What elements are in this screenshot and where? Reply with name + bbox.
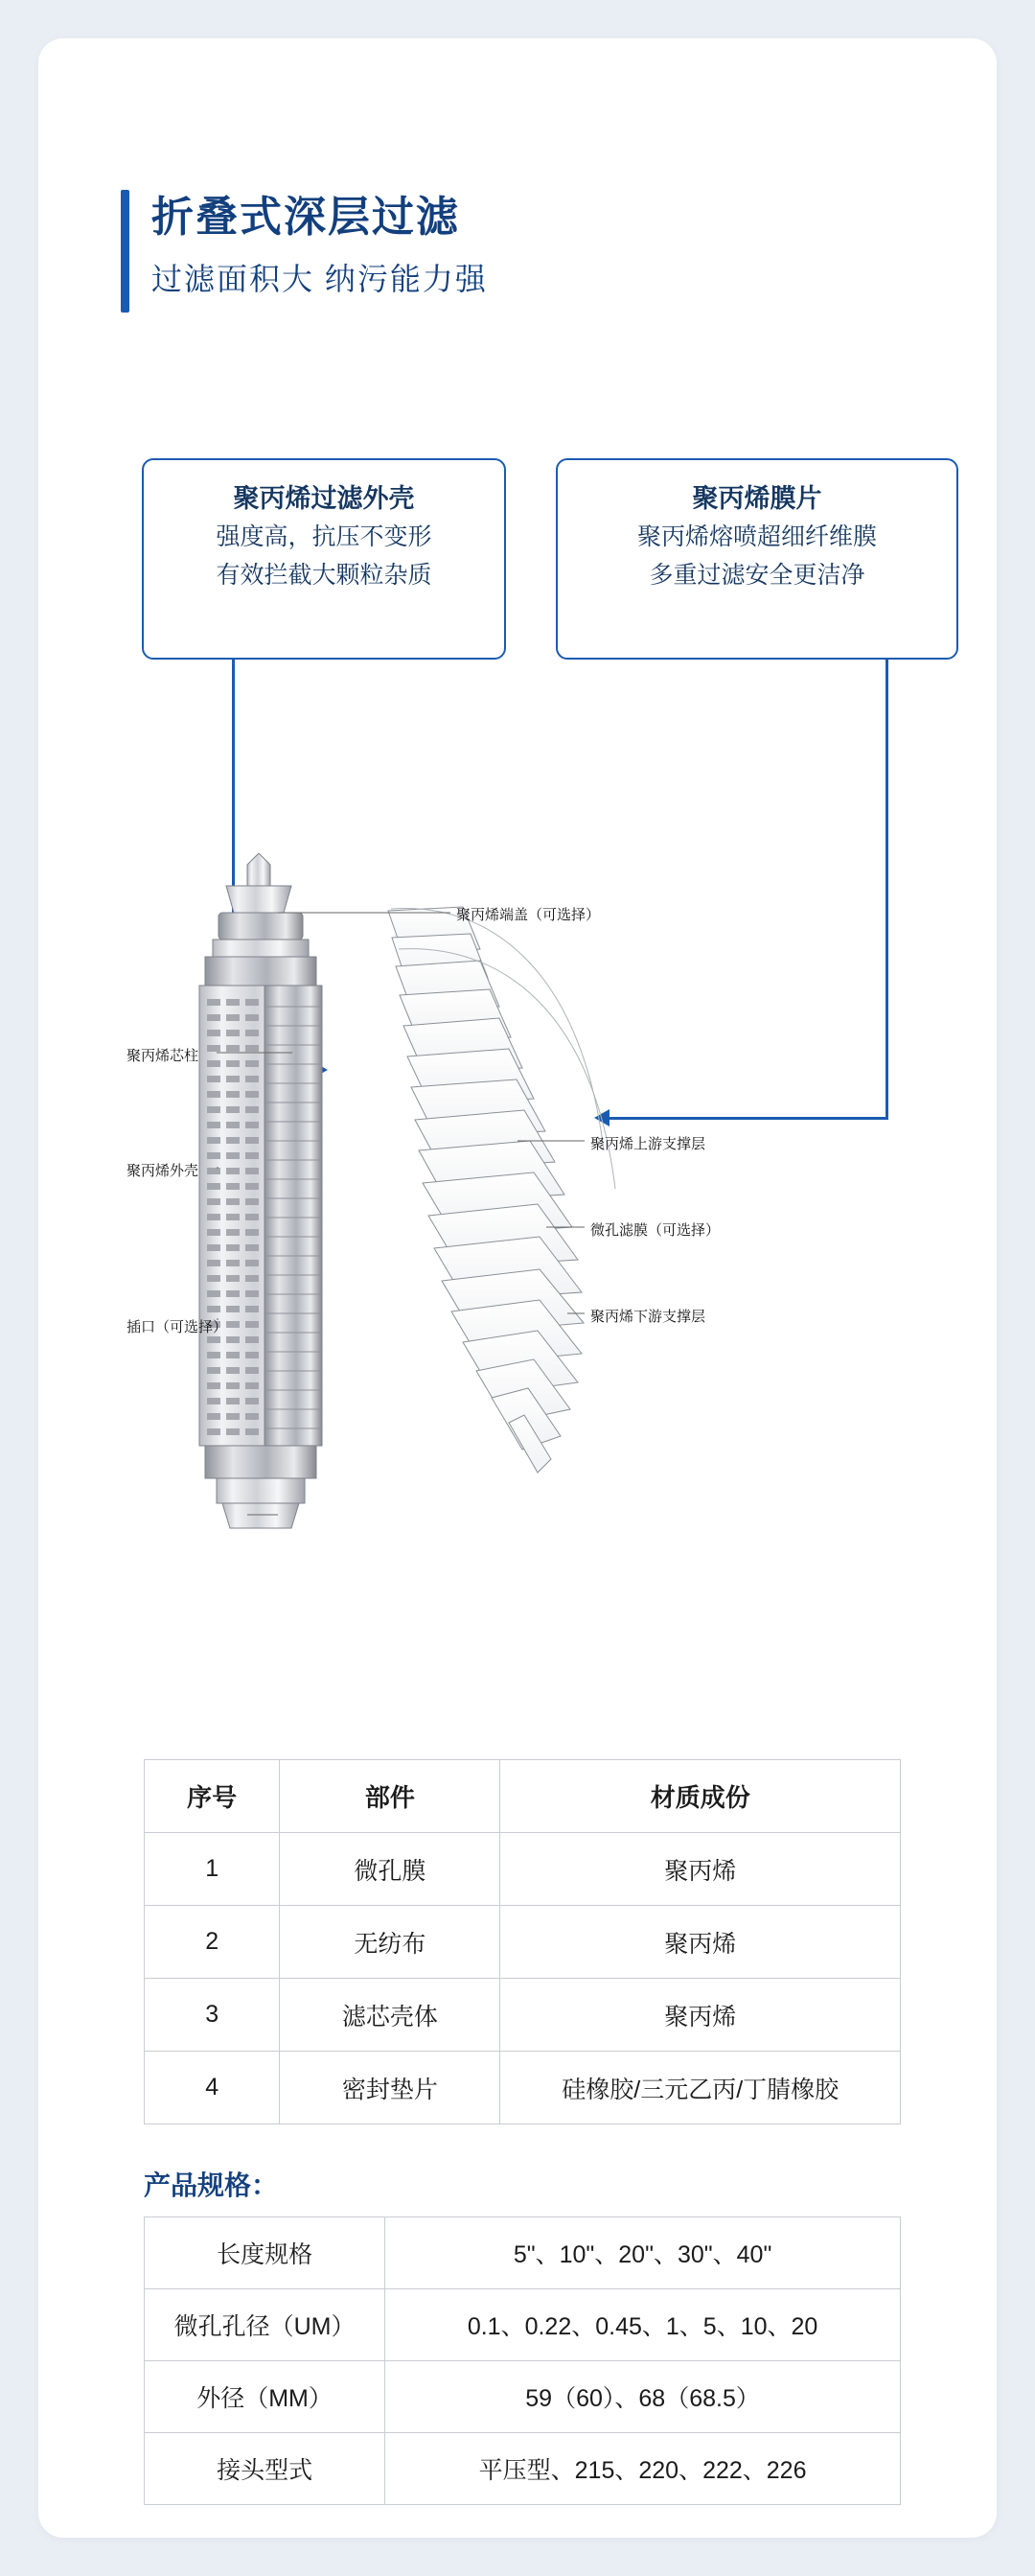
header-accent-bar (121, 190, 129, 313)
spec-value: 平压型、215、220、222、226 (385, 2433, 901, 2505)
material-table (144, 1759, 901, 2124)
callout-membrane-line1: 聚丙烯熔喷超细纤维膜 (636, 523, 877, 550)
page-subtitle: 过滤面积大 纳污能力强 (151, 262, 488, 296)
cell-index: 3 (145, 1979, 280, 2052)
spec-row (145, 2361, 901, 2433)
annotation-upstream-support: 聚丙烯上游支撑层 (590, 1136, 706, 1152)
spec-value: 5"、10"、20"、30"、40" (385, 2217, 901, 2289)
cell-index: 1 (145, 1833, 280, 1906)
content-card (38, 38, 997, 2538)
table-header-material: 材质成份 (500, 1760, 901, 1833)
annotation-core: 聚丙烯芯柱 (126, 1048, 199, 1064)
callout-shell (142, 458, 506, 660)
spec-label: 微孔孔径（UM） (145, 2289, 385, 2361)
annotation-socket: 插口（可选择） (126, 1319, 228, 1335)
spec-table (144, 2216, 901, 2505)
table-header-part: 部件 (280, 1760, 500, 1833)
cell-material: 聚丙烯 (500, 1906, 901, 1979)
spec-row (145, 2433, 901, 2505)
cell-material: 聚丙烯 (500, 1979, 901, 2052)
table-row (145, 1906, 901, 1979)
spec-row (145, 2217, 901, 2289)
cell-part: 密封垫片 (280, 2052, 500, 2124)
cell-index: 2 (145, 1906, 280, 1979)
cell-index: 4 (145, 2052, 280, 2124)
callout-shell-line2: 有效拦截大颗粒杂质 (216, 562, 432, 589)
annotation-end-cap: 聚丙烯端盖（可选择） (456, 907, 601, 923)
spec-value: 0.1、0.22、0.45、1、5、10、20 (385, 2289, 901, 2361)
table-row (145, 1833, 901, 1906)
spec-label: 接头型式 (145, 2433, 385, 2505)
annotation-shell: 聚丙烯外壳 (126, 1163, 199, 1179)
cell-material: 硅橡胶/三元乙丙/丁腈橡胶 (500, 2052, 901, 2124)
filter-cartridge-illustration (134, 853, 920, 1706)
table-header-row (145, 1760, 901, 1833)
spec-row (145, 2289, 901, 2361)
page-title: 折叠式深层过滤 (151, 194, 460, 241)
annotation-downstream-support: 聚丙烯下游支撑层 (590, 1309, 706, 1325)
table-header-index: 序号 (145, 1760, 280, 1833)
callout-membrane (556, 458, 958, 660)
callout-shell-title: 聚丙烯过滤外壳 (233, 484, 415, 513)
cell-part: 微孔膜 (280, 1833, 500, 1906)
table-row (145, 1979, 901, 2052)
spec-section-title: 产品规格： (144, 2170, 279, 2200)
spec-label: 长度规格 (145, 2217, 385, 2289)
table-row (145, 2052, 901, 2124)
product-diagram (126, 853, 920, 1706)
callout-membrane-line2: 多重过滤安全更洁净 (649, 562, 865, 589)
cell-part: 滤芯壳体 (280, 1979, 500, 2052)
annotation-microporous-membrane: 微孔滤膜（可选择） (590, 1222, 721, 1239)
spec-value: 59（60）、68（68.5） (385, 2361, 901, 2433)
spec-label: 外径（MM） (145, 2361, 385, 2433)
cell-material: 聚丙烯 (500, 1833, 901, 1906)
cell-part: 无纺布 (280, 1906, 500, 1979)
callout-shell-line1: 强度高，抗压不变形 (216, 523, 432, 550)
callout-membrane-title: 聚丙烯膜片 (692, 484, 822, 513)
